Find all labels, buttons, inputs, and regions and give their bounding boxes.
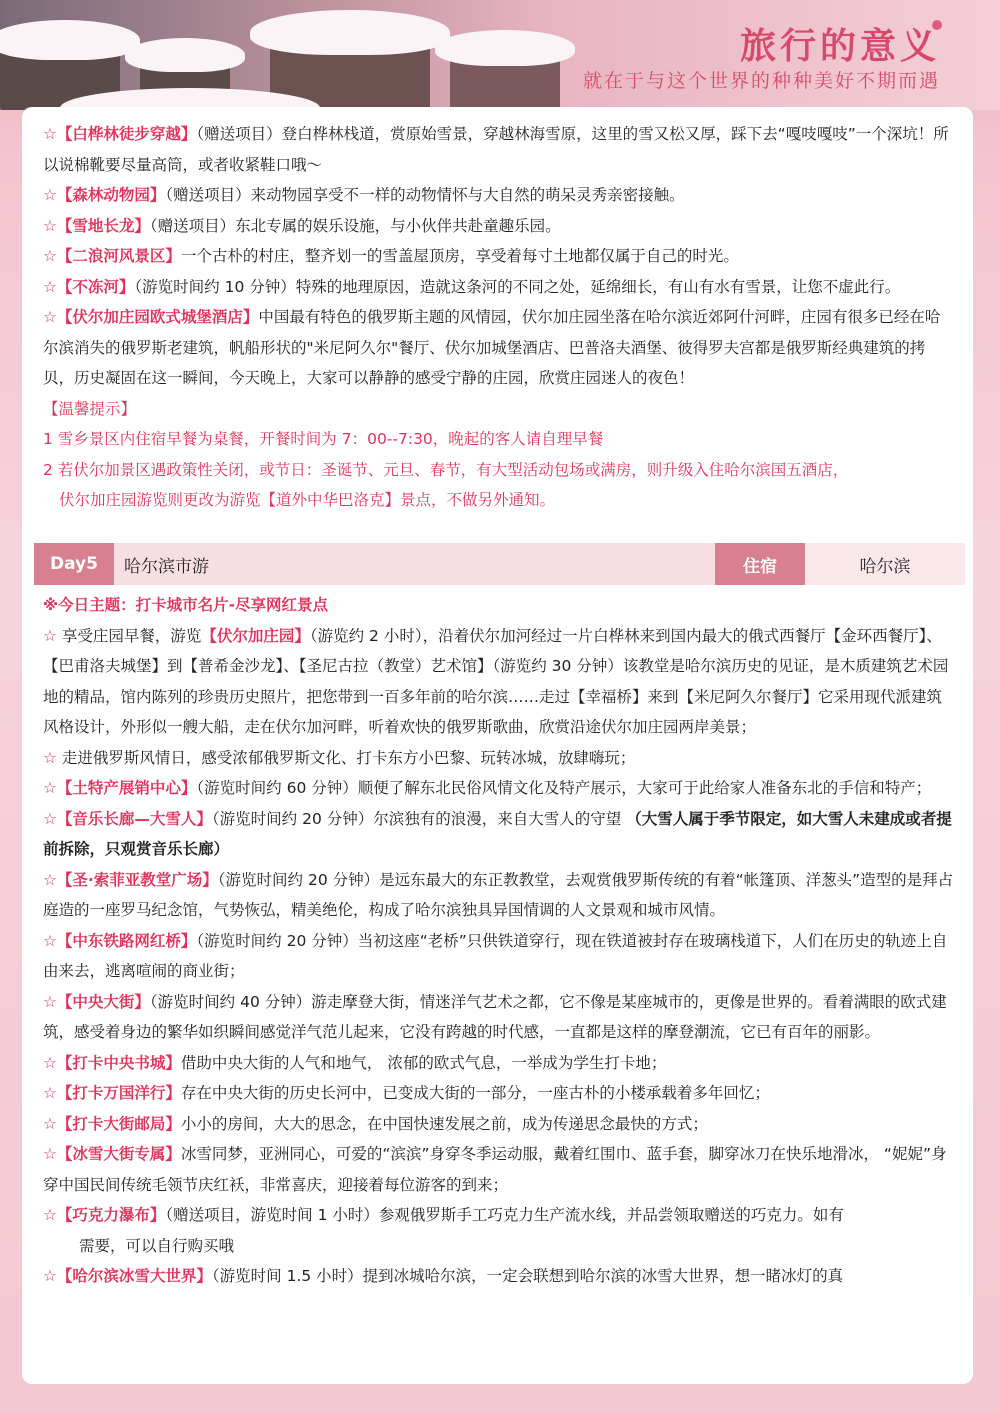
banner-subtitle: 就在于与这个世界的种种美好不期而遇 [582,70,940,92]
tip-2-continued: 伏尔加庄园游览则更改为游览【道外中华巴洛克】景点，不做另外通知。 [59,491,556,509]
attraction-desc: （游览时间约 20 分钟）当初这座“老桥”只供铁道穿行，现在铁道被封存在玻璃栈道下，人们在历史的轨迹上自由来去，逃离喧闹的商业街； [43,931,948,980]
star-icon: ☆ [43,277,57,296]
intro-line-2 [43,743,955,774]
attraction-name: 【打卡中央书城】 [56,1053,181,1072]
attraction-name: 【巧克力瀑布】 [56,1206,166,1224]
attraction-desc: （游览时间 1.5 小时）提到冰城哈尔滨，一定会联想到哈尔滨的冰雪大世界，想一睹冰灯的真 [211,1267,844,1285]
attraction-item [43,1078,955,1109]
attraction-desc: （游览时间约 20 分钟）是远东最大的东正教教堂，去观赏俄罗斯传统的有着“帐篷顶、洋葱头”造型的是拜占庭造的一座罗马纪念馆，气势恢弘，精美绝伦，构成了哈尔滨独具异国情调的人文景观和城市风情。 [43,870,954,919]
attraction-name: 【不冻河】 [56,277,135,296]
attraction-desc: （赠送项目）东北专属的娱乐设施，与小伙伴共赴童趣乐园。 [149,216,561,235]
intro-paragraph [43,621,955,743]
star-icon: ☆ [43,1084,57,1102]
star-icon: ☆ [43,1145,57,1163]
attraction-item [43,804,955,865]
attraction-item [43,180,955,211]
star-icon: ☆ [43,809,57,828]
tip-1: 1 雪乡景区内住宿早餐为桌餐，开餐时间为 7：00--7:30，晚起的客人请自理早餐 [43,430,604,448]
attraction-desc: （赠送项目，游览时间 1 小时）参观俄罗斯手工巧克力生产流水线，并品尝领取赠送的巧克力。如有 [165,1206,844,1224]
intro-text-b: （游览约 2 小时），沿着伏尔加河经过一片白桦林来到国内最大的俄式西餐厅【金环西餐厅】、【巴甫洛夫城堡】到【普希金沙龙】、【圣尼古拉（教堂）艺术馆】（游览约 30 分钟）该教堂是哈尔滨历史的见证，是木质建筑艺术园地的精品，馆内陈列的珍贵历史照片，把您带到一百多年前的哈尔滨……走过【幸福桥】来到【米尼阿久尔餐厅】它采用现代派建筑风格设计，外形似一艘大船，走在伏尔加河畔，听着欢快的俄罗斯歌曲，欣赏沿途伏尔加庄园两岸美景； [43,626,949,736]
star-icon: ☆ [43,1267,57,1285]
tip-2: 2 若伏尔加景区遇政策性关闭，或节日：圣诞节、元旦、春节，有大型活动包场或满房，则升级入住哈尔滨国五酒店， [43,460,849,479]
day-theme: ※今日主题：打卡城市名片-尽享网红景点 [43,596,329,614]
attraction-name: 【伏尔加庄园】 [201,626,310,645]
snow-roof [125,38,245,72]
star-icon: ☆ [43,186,57,204]
snow-roof [0,20,140,60]
day4-section [43,119,955,516]
attraction-desc: 存在中央大街的历史长河中，已变成大街的一部分，一座古朴的小楼承载着多年回忆； [180,1084,770,1102]
star-icon: ☆ [43,1114,57,1133]
attraction-name: 【打卡万国洋行】 [56,1084,181,1102]
attraction-desc: 冰雪同梦，亚洲同心，可爱的“滨滨”身穿冬季运动服，戴着红围巾、蓝手套，脚穿冰刀在快乐地滑冰， “妮妮”身穿中国民间传统毛领节庆红袄，非常喜庆，迎接着每位游客的到来； [43,1145,947,1194]
attraction-item [43,1048,955,1079]
star-icon: ☆ [43,992,57,1011]
star-icon: ☆ [43,216,57,235]
attraction-item [43,1109,955,1140]
star-icon: ☆ [43,931,57,950]
intro-line-2-text: 走进俄罗斯风情日，感受浓郁俄罗斯文化、打卡东方小巴黎、玩转冰城，放肆嗨玩； [56,748,636,767]
attraction-name: 【圣·索菲亚教堂广场】 [56,870,218,889]
attraction-item [43,241,955,272]
attraction-item [43,773,955,804]
attraction-desc: 中国最有特色的俄罗斯主题的风情园，伏尔加庄园坐落在哈尔滨近郊阿什河畔，庄园有很多已经在哈尔滨消失的俄罗斯老建筑，帆船形状的"米尼阿久尔"餐厅、伏尔加城堡酒店、巴普洛夫酒堡、彼得罗夫宫都是俄罗斯经典建筑的拷贝，历史凝固在这一瞬间，今天晚上，大家可以静静的感受宁静的庄园，欣赏庄园迷人的夜色！ [43,308,941,387]
attraction-desc: 小小的房间，大大的思念，在中国快速发展之前，成为传递思念最快的方式； [180,1114,708,1133]
attraction-name: 【打卡大街邮局】 [56,1114,181,1133]
lodging-city: 哈尔滨 [805,543,965,585]
attraction-desc: 一个古朴的村庄，整齐划一的雪盖屋顶房，享受着每寸土地都仅属于自己的时光。 [180,247,739,265]
attraction-item [43,865,955,926]
star-icon: ☆ [43,125,57,143]
attraction-name: 【白桦林徒步穿越】 [56,125,197,143]
itinerary-card [22,107,973,1384]
header-banner [0,0,1000,110]
attraction-item [43,1139,955,1200]
star-icon: ☆ [43,626,57,645]
attraction-name: 【二浪河风景区】 [56,247,181,265]
day5-section [43,590,955,1292]
attraction-name: 【伏尔加庄园欧式城堡酒店】 [56,308,259,326]
tips-title: 【温馨提示】 [43,399,137,418]
star-icon: ☆ [43,308,57,326]
attraction-item [43,272,955,303]
star-icon: ☆ [43,870,57,889]
attraction-desc-continued: 需要，可以自行购买哦 [79,1236,235,1255]
day-route: 哈尔滨市游 [124,556,209,577]
attraction-name: 【音乐长廊—大雪人】 [56,809,212,828]
star-icon: ☆ [43,748,57,767]
attraction-desc: （游览时间约 20 分钟）尔滨独有的浪漫，来自大雪人的守望 [211,809,627,828]
attraction-item [43,211,955,242]
attraction-desc: （游览时间约 60 分钟）顺便了解东北民俗风情文化及特产展示，大家可于此给家人准备东北的手信和特产； [196,779,932,797]
attraction-desc: （赠送项目）来动物园享受不一样的动物情怀与大自然的萌呆灵秀亲密接触。 [165,186,685,204]
attraction-item [43,1261,955,1292]
intro-text-a: 享受庄园早餐，游览 [56,626,202,645]
banner-title: 旅行的意义 [739,25,940,67]
attraction-item [43,926,955,987]
star-icon: ☆ [43,1206,57,1224]
attraction-item [43,1200,955,1231]
lodging-label: 住宿 [715,543,805,585]
attraction-item [43,119,955,180]
attraction-name: 【中东铁路网红桥】 [56,931,197,950]
day-label: Day5 [34,543,114,585]
day5-header-row [34,543,965,585]
attraction-desc: （赠送项目）登白桦林栈道，赏原始雪景，穿越林海雪原，这里的雪又松又厚，踩下去“嘎吱嘎吱”一个深坑！所以说棉靴要尽量高筒，或者收紧鞋口哦～ [43,125,949,174]
attraction-name: 【冰雪大街专属】 [56,1145,181,1163]
attraction-name: 【森林动物园】 [56,186,166,204]
attraction-name: 【哈尔滨冰雪大世界】 [56,1267,212,1285]
attraction-desc: （游览时间约 10 分钟）特殊的地理原因，造就这条河的不同之处，延绵细长，有山有水有雪景，让您不虚此行。 [134,277,901,296]
attraction-name: 【土特产展销中心】 [56,779,197,797]
attraction-name: 【雪地长龙】 [56,216,150,235]
attraction-note: （大雪人属于季节限定，如大雪人未建成或者提前拆除，只观赏音乐长廊） [43,809,952,858]
star-icon: ☆ [43,247,57,265]
attraction-item [43,987,955,1048]
attraction-desc: 借助中央大街的人气和地气， 浓郁的欧式气息，一举成为学生打卡地； [180,1053,667,1072]
attraction-name: 【中央大街】 [56,992,150,1011]
star-icon: ☆ [43,1053,57,1072]
snow-roof [250,10,450,55]
snow-roof [435,30,575,66]
attraction-desc: （游览时间约 40 分钟）游走摩登大街，情迷洋气艺术之都，它不像是某座城市的，更像是世界的。看着满眼的欧式建筑，感受着身边的繁华如织瞬间感觉洋气范儿起来，它没有跨越的时代感，一直都是这样的摩登潮流，它已有百年的丽影。 [43,992,947,1041]
attraction-item [43,302,955,394]
star-icon: ☆ [43,779,57,797]
